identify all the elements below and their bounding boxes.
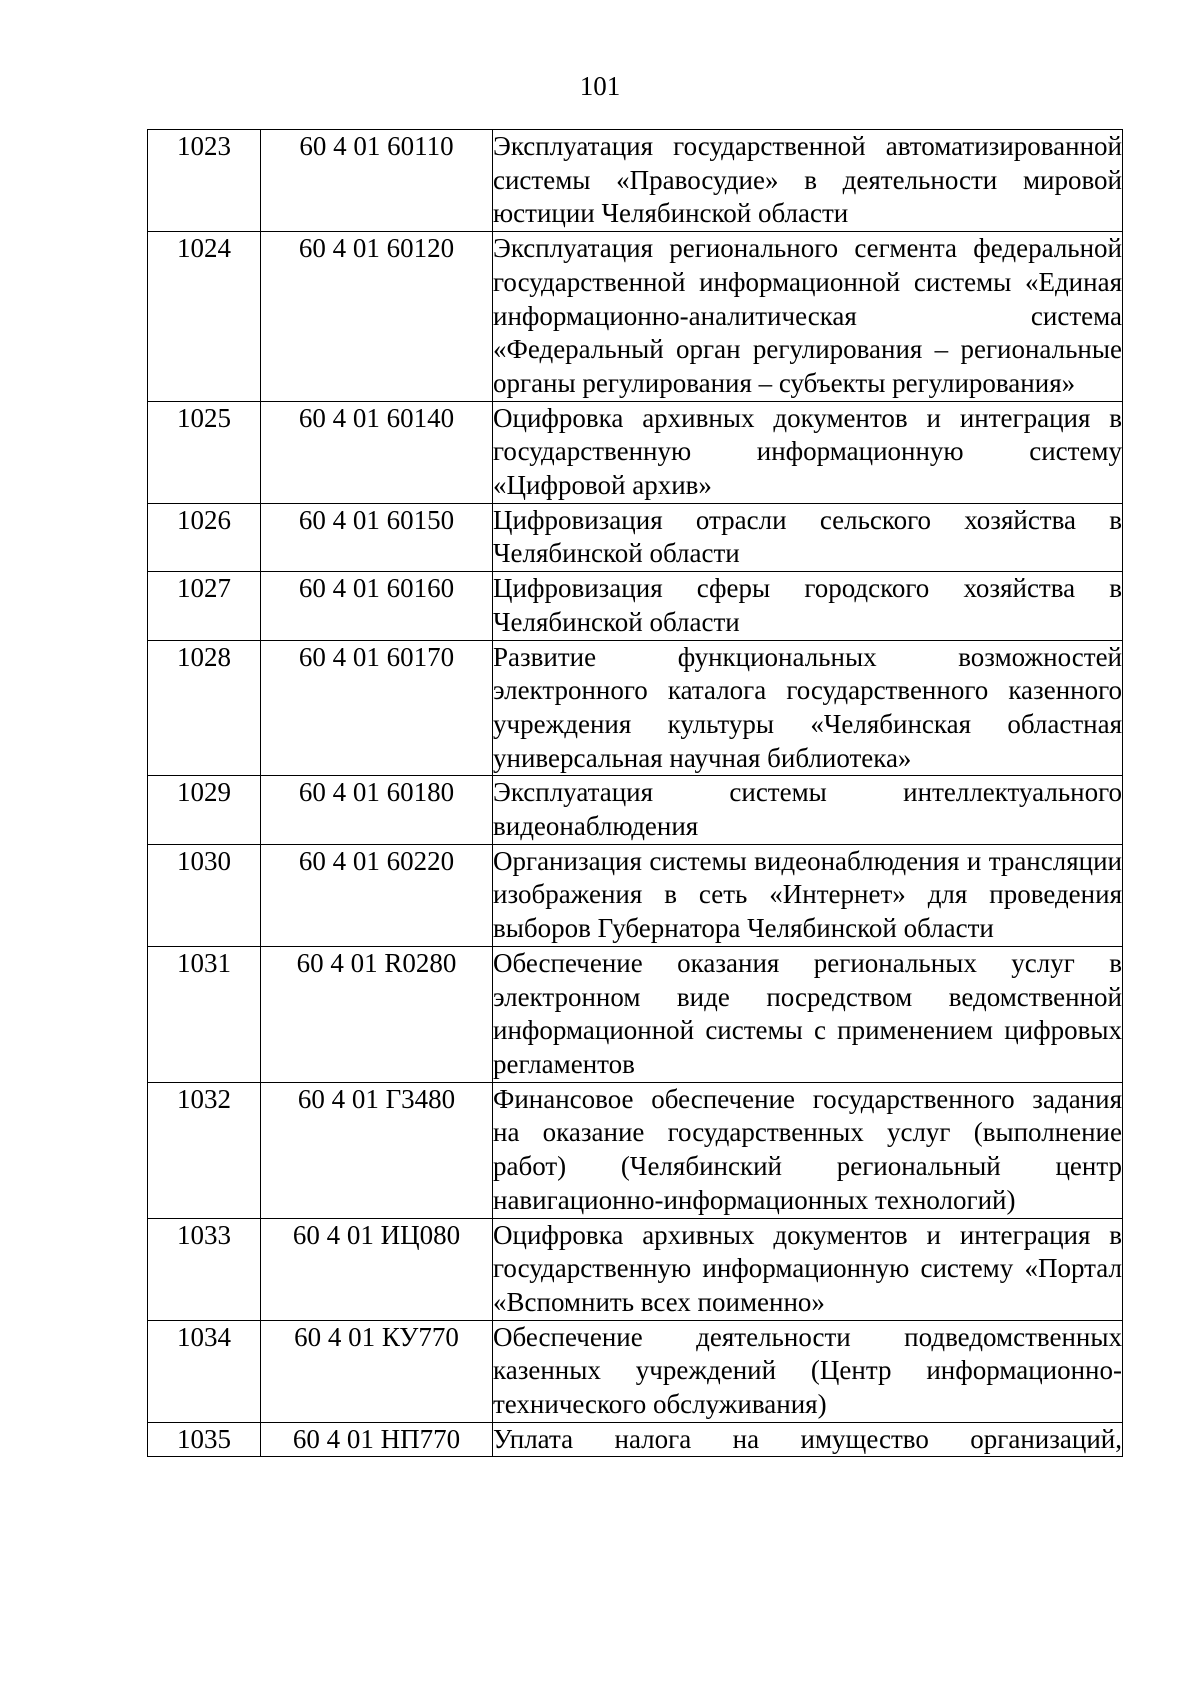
- row-code: 60 4 01 60140: [261, 401, 493, 503]
- table-row: [148, 1218, 1123, 1320]
- row-number: 1030: [148, 844, 261, 946]
- row-code: 60 4 01 60180: [261, 776, 493, 844]
- page-number: 101: [579, 71, 621, 101]
- row-number: 1033: [148, 1218, 261, 1320]
- row-code: 60 4 01 ИЦ080: [261, 1218, 493, 1320]
- table-row: [148, 1320, 1123, 1422]
- table-row: [148, 946, 1123, 1082]
- row-number: 1035: [148, 1422, 261, 1457]
- row-code: 60 4 01 60120: [261, 232, 493, 402]
- table-body: [148, 130, 1123, 1457]
- row-description: Цифровизация отрасли сельского хозяйства в Челябинской области: [493, 503, 1123, 571]
- row-description: Эксплуатация системы интеллектуального видеонаблюдения: [493, 776, 1123, 844]
- row-description: Оцифровка архивных документов и интеграция в государственную информационную систему «Портал «Вспомнить всех поименно»: [493, 1218, 1123, 1320]
- row-number: 1029: [148, 776, 261, 844]
- budget-classification-table: [147, 129, 1123, 1457]
- row-number: 1028: [148, 640, 261, 776]
- row-code: 60 4 01 КУ770: [261, 1320, 493, 1422]
- row-code: 60 4 01 60170: [261, 640, 493, 776]
- row-description: Обеспечение оказания региональных услуг в электронном виде посредством ведомственной информационной системы с применением цифровых регламентов: [493, 946, 1123, 1082]
- table-row: [148, 401, 1123, 503]
- row-code: 60 4 01 Г3480: [261, 1082, 493, 1218]
- row-number: 1024: [148, 232, 261, 402]
- row-number: 1032: [148, 1082, 261, 1218]
- row-code: 60 4 01 60220: [261, 844, 493, 946]
- row-description: Уплата налога на имущество организаций,: [493, 1422, 1123, 1457]
- row-description: Цифровизация сферы городского хозяйства в Челябинской области: [493, 572, 1123, 640]
- row-number: 1031: [148, 946, 261, 1082]
- row-code: 60 4 01 НП770: [261, 1422, 493, 1457]
- row-description: Развитие функциональных возможностей электронного каталога государственного казенного учреждения культуры «Челябинская областная универсальная научная библиотека»: [493, 640, 1123, 776]
- row-number: 1023: [148, 130, 261, 232]
- table-row: [148, 130, 1123, 232]
- row-description: Оцифровка архивных документов и интеграция в государственную информационную систему «Цифровой архив»: [493, 401, 1123, 503]
- table-row: [148, 1422, 1123, 1457]
- row-description: Эксплуатация государственной автоматизированной системы «Правосудие» в деятельности мировой юстиции Челябинской области: [493, 130, 1123, 232]
- row-description: Финансовое обеспечение государственного задания на оказание государственных услуг (выполнение работ) (Челябинский региональный центр навигационно-информационных технологий): [493, 1082, 1123, 1218]
- row-code: 60 4 01 60110: [261, 130, 493, 232]
- row-description: Эксплуатация регионального сегмента федеральной государственной информационной системы «Единая информационно-аналитическая система «Федеральный орган регулирования – региональные органы регулирования – субъекты регулирования»: [493, 232, 1123, 402]
- row-number: 1026: [148, 503, 261, 571]
- table-row: [148, 776, 1123, 844]
- table-row: [148, 503, 1123, 571]
- table-row: [148, 572, 1123, 640]
- row-code: 60 4 01 R0280: [261, 946, 493, 1082]
- table-row: [148, 232, 1123, 402]
- row-description: Обеспечение деятельности подведомственных казенных учреждений (Центр информационно-технического обслуживания): [493, 1320, 1123, 1422]
- row-description: Организация системы видеонаблюдения и трансляции изображения в сеть «Интернет» для проведения выборов Губернатора Челябинской области: [493, 844, 1123, 946]
- row-number: 1025: [148, 401, 261, 503]
- row-number: 1027: [148, 572, 261, 640]
- row-code: 60 4 01 60160: [261, 572, 493, 640]
- table-row: [148, 844, 1123, 946]
- row-code: 60 4 01 60150: [261, 503, 493, 571]
- table-row: [148, 1082, 1123, 1218]
- table-row: [148, 640, 1123, 776]
- row-number: 1034: [148, 1320, 261, 1422]
